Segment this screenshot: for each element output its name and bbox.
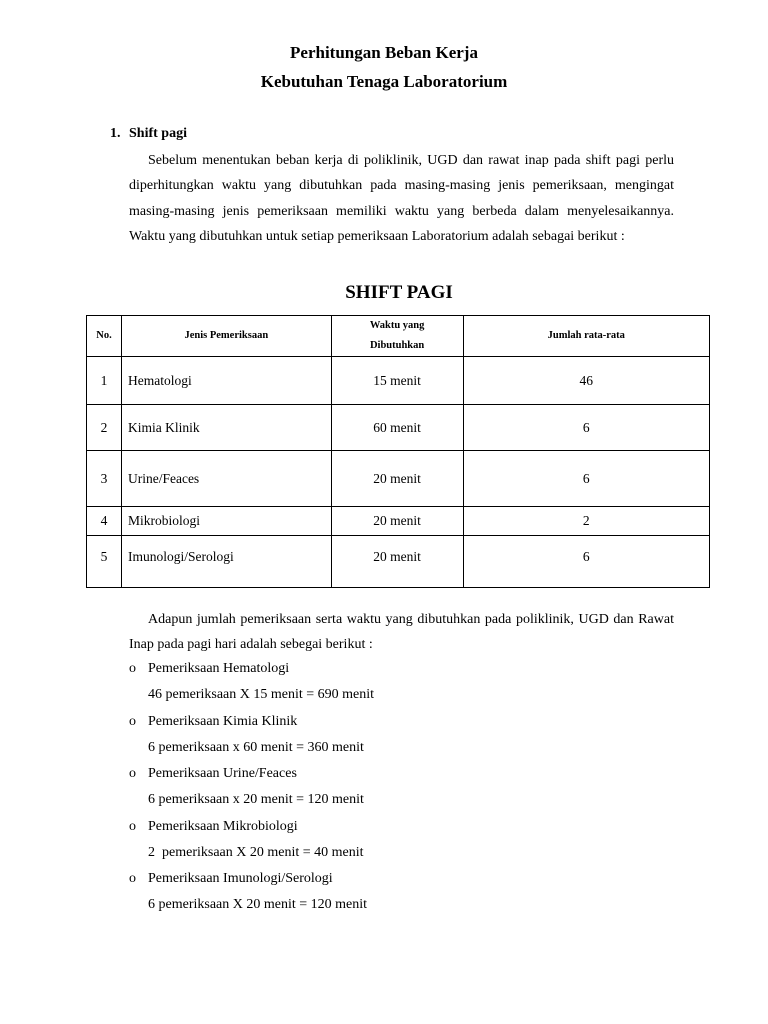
list-item [129, 709, 689, 762]
section-heading [110, 126, 187, 142]
bullet-icon: o [129, 766, 136, 781]
cell-jenis: Urine/Feaces [121, 451, 331, 507]
list-item [129, 814, 689, 867]
cell-no: 4 [87, 507, 122, 536]
table-row [87, 536, 710, 588]
calc-formula: 6 pemeriksaan x 60 menit = 360 menit [148, 739, 364, 755]
bullet-icon: o [129, 661, 136, 676]
cell-waktu: 20 menit [331, 507, 463, 536]
header-waktu [331, 316, 463, 357]
intro-paragraph-text: Sebelum menentukan beban kerja di poliklinik, UGD dan rawat inap pada shift pagi perlu diperhitungkan waktu yang dibutuhkan pada masing-masing jenis pemeriksaan, mengingat masing-masing jenis pemeriksaan memiliki waktu yang berbeda dalam menyelesaikannya. Waktu yang dibutuhkan untuk setiap pemeriksaan Laboratorium adalah sebagai berikut : [129, 153, 674, 244]
cell-jenis: Mikrobiologi [121, 507, 331, 536]
table-row [87, 357, 710, 405]
calc-label: Pemeriksaan Urine/Feaces [148, 766, 297, 781]
cell-no: 3 [87, 451, 122, 507]
list-item [129, 656, 689, 709]
cell-jenis: Imunologi/Serologi [121, 536, 331, 588]
calc-label: Pemeriksaan Imunologi/Serologi [148, 871, 333, 886]
header-jumlah: Jumlah rata-rata [463, 316, 709, 357]
summary-paragraph-text: Adapun jumlah pemeriksaan serta waktu yang dibutuhkan pada poliklinik, UGD dan Rawat Inap pada pagi hari adalah sebegai berikut : [129, 612, 674, 653]
cell-waktu: 20 menit [331, 536, 463, 588]
cell-jumlah: 6 [463, 451, 709, 507]
list-item [129, 761, 689, 814]
table-header-row [87, 316, 710, 357]
cell-jumlah: 46 [463, 357, 709, 405]
workload-table [86, 315, 710, 588]
cell-jenis: Kimia Klinik [121, 405, 331, 451]
cell-jumlah: 6 [463, 536, 709, 588]
header-no: No. [87, 316, 122, 357]
calc-formula: 6 pemeriksaan X 20 menit = 120 menit [148, 897, 368, 912]
table-title: SHIFT PAGI [345, 282, 453, 303]
cell-jenis: Hematologi [121, 357, 331, 405]
calc-formula: 6 pemeriksaan x 20 menit = 120 menit [148, 792, 364, 807]
cell-no: 2 [87, 405, 122, 451]
cell-waktu: 60 menit [331, 405, 463, 451]
table-row [87, 405, 710, 451]
calc-formula: 46 pemeriksaan X 15 menit = 690 menit [148, 687, 375, 702]
intro-paragraph [129, 148, 674, 249]
cell-waktu: 20 menit [331, 451, 463, 507]
cell-no: 5 [87, 536, 122, 588]
bullet-icon: o [129, 871, 136, 886]
cell-jumlah: 2 [463, 507, 709, 536]
section-number: 1. [110, 126, 121, 141]
calc-label: Pemeriksaan Hematologi [148, 661, 290, 676]
cell-jumlah: 6 [463, 405, 709, 451]
summary-paragraph [129, 607, 674, 658]
document-title: Perhitungan Beban Kerja [290, 43, 478, 62]
calculation-list [129, 656, 689, 919]
bullet-icon: o [129, 713, 136, 729]
table-row [87, 451, 710, 507]
section-title: Shift pagi [129, 126, 187, 141]
calc-formula: 2 pemeriksaan X 20 menit = 40 menit [148, 844, 364, 860]
header-waktu-line2: Dibutuhkan [369, 340, 425, 351]
header-jenis: Jenis Pemeriksaan [121, 316, 331, 357]
calc-label: Pemeriksaan Mikrobiologi [148, 818, 298, 834]
bullet-icon: o [129, 818, 136, 834]
list-item [129, 866, 689, 919]
table-row [87, 507, 710, 536]
header-waktu-line1: Waktu yang [369, 320, 425, 331]
cell-waktu: 15 menit [331, 357, 463, 405]
calc-label: Pemeriksaan Kimia Klinik [148, 713, 298, 729]
cell-no: 1 [87, 357, 122, 405]
document-subtitle: Kebutuhan Tenaga Laboratorium [260, 72, 508, 91]
